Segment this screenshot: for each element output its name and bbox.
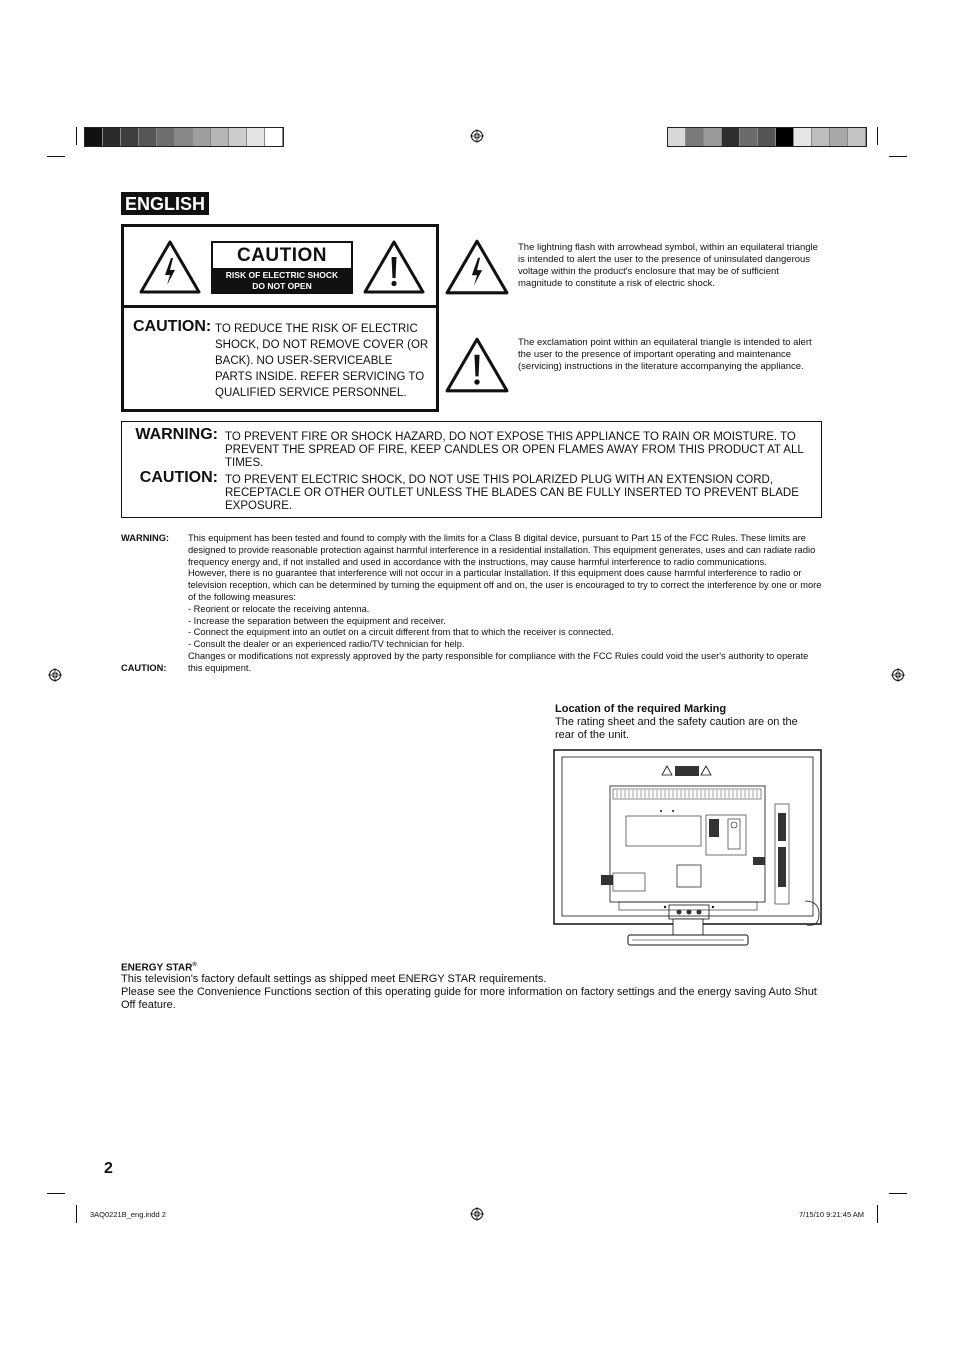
color-swatch	[776, 128, 794, 146]
registration-mark-icon	[470, 129, 484, 143]
color-swatch	[193, 128, 211, 146]
fcc-measure: - Connect the equipment into an outlet on a circuit different from that to which the receiver is connected.	[188, 627, 614, 638]
crop-mark	[889, 1193, 907, 1194]
fcc-caution-text: Changes or modifications not expressly approved by the party responsible for compliance with the FCC Rules could void the user's authority to operate this equipment.	[188, 650, 809, 673]
tv-rear-illustration	[553, 749, 823, 949]
color-swatch	[85, 128, 103, 146]
color-swatch	[794, 128, 812, 146]
crop-mark	[76, 127, 77, 145]
fcc-warning-body	[188, 533, 823, 675]
color-swatch	[103, 128, 121, 146]
color-swatch	[157, 128, 175, 146]
caution-subtitle	[213, 268, 351, 292]
exclamation-symbol-description: The exclamation point within an equilateral triangle is intended to alert the user to the presence of important operating and maintenance (servicing) instructions in the literature accompanying the appliance.	[518, 337, 812, 372]
color-swatch	[722, 128, 740, 146]
energy-star-body	[121, 973, 821, 1012]
fcc-paragraph: However, there is no guarantee that interference will not occur in a particular installation. If this equipment does cause harmful interference to radio or television reception, which can be determined by turning the equipment off and on, the user is encouraged to try to correct the interference by one or more of the following measures:	[188, 568, 822, 602]
registration-mark-icon	[891, 668, 905, 682]
caution-label: CAUTION:	[139, 469, 218, 486]
location-title: Location of the required Marking	[555, 703, 727, 715]
color-swatch	[830, 128, 848, 146]
exclamation-warning-icon	[444, 336, 510, 394]
location-text: The rating sheet and the safety caution are on the rear of the unit.	[555, 716, 798, 741]
color-swatch	[247, 128, 265, 146]
fcc-measure: - Increase the separation between the equipment and receiver.	[188, 615, 446, 626]
warning-text: TO PREVENT FIRE OR SHOCK HAZARD, DO NOT EXPOSE THIS APPLIANCE TO RAIN OR MOISTURE. TO PREVENT THE SPREAD OF FIRE, KEEP CANDLES OR OPEN FLAMES AWAY FROM THIS PRODUCT AT ALL TIMES.	[225, 431, 804, 469]
slug-filename: 3AQ0221B_eng.indd 2	[90, 1210, 166, 1219]
crop-mark	[76, 1205, 77, 1223]
warning-box	[121, 421, 822, 518]
color-swatch	[758, 128, 776, 146]
caution-header	[124, 227, 436, 308]
registration-mark-icon	[48, 668, 62, 682]
color-swatch	[121, 128, 139, 146]
registered-mark: ®	[192, 962, 197, 968]
color-swatch	[686, 128, 704, 146]
color-swatch	[740, 128, 758, 146]
color-bar-right	[667, 127, 867, 147]
energy-star-line: Please see the Convenience Functions section of this operating guide for more information on factory settings and the energy saving Auto Shut Off feature.	[121, 986, 817, 1011]
caution-text: TO PREVENT ELECTRIC SHOCK, DO NOT USE THIS POLARIZED PLUG WITH AN EXTENSION CORD, RECEPTACLE OR OTHER OUTLET UNLESS THE BLADES CAN BE FULLY INSERTED TO PREVENT BLADE EXPOSURE.	[225, 474, 799, 512]
fcc-measure: - Consult the dealer or an experienced radio/TV technician for help.	[188, 639, 465, 650]
warning-label: WARNING:	[135, 426, 218, 443]
color-swatch	[175, 128, 193, 146]
caution-title-box	[211, 241, 353, 294]
fcc-warning-label: WARNING:	[121, 533, 170, 543]
color-bar-left	[84, 127, 284, 147]
fcc-paragraph: This equipment has been tested and found to comply with the limits for a Class B digital device, pursuant to Part 15 of the FCC Rules. These limits are designed to provide reasonable protection against harmful interference in a residential installation. This equipment generates, uses and can radiate radio frequency energy and, if not installed and used in accordance with the instructions, may cause harmful interference to radio communications.	[188, 533, 816, 567]
caution-title: CAUTION	[236, 245, 328, 266]
crop-mark	[47, 1193, 65, 1194]
caution-text: TO REDUCE THE RISK OF ELECTRIC SHOCK, DO NOT REMOVE COVER (OR BACK). NO USER-SERVICEABLE PARTS INSIDE. REFER SERVICING TO QUALIFIED SERVICE PERSONNEL.	[215, 323, 429, 399]
registration-mark-icon	[470, 1207, 484, 1221]
color-swatch	[848, 128, 866, 146]
crop-mark	[877, 127, 878, 145]
lightning-warning-icon	[138, 239, 202, 295]
fcc-measure: - Reorient or relocate the receiving antenna.	[188, 603, 370, 614]
color-swatch	[211, 128, 229, 146]
language-tag: ENGLISH	[121, 192, 209, 215]
color-swatch	[139, 128, 157, 146]
color-swatch	[265, 128, 283, 146]
slug-timestamp: 7/15/10 9:21:45 AM	[799, 1210, 865, 1219]
color-swatch	[668, 128, 686, 146]
crop-mark	[877, 1205, 878, 1223]
energy-star-line: This television's factory default settings as shipped meet ENERGY STAR requirements.	[121, 973, 547, 985]
caution-label: CAUTION:	[133, 318, 212, 335]
lightning-warning-icon	[444, 238, 510, 296]
color-swatch	[704, 128, 722, 146]
caution-box	[121, 224, 439, 412]
energy-star-title	[121, 962, 197, 973]
caution-subtitle-line: RISK OF ELECTRIC SHOCK	[225, 270, 339, 280]
page-number: 2	[104, 1160, 113, 1177]
crop-mark	[889, 156, 907, 157]
color-swatch	[229, 128, 247, 146]
energy-star-title-text: ENERGY STAR	[121, 962, 193, 974]
fcc-caution-label: CAUTION:	[121, 663, 167, 673]
caution-subtitle-line: DO NOT OPEN	[252, 281, 312, 291]
color-swatch	[812, 128, 830, 146]
crop-mark	[47, 156, 65, 157]
lightning-symbol-description: The lightning flash with arrowhead symbol, within an equilateral triangle is intended to alert the user to the presence of uninsulated dangerous voltage within the product's enclosure that may be of sufficient magnitude to constitute a risk of electric shock.	[518, 242, 818, 289]
exclamation-warning-icon	[362, 239, 426, 295]
